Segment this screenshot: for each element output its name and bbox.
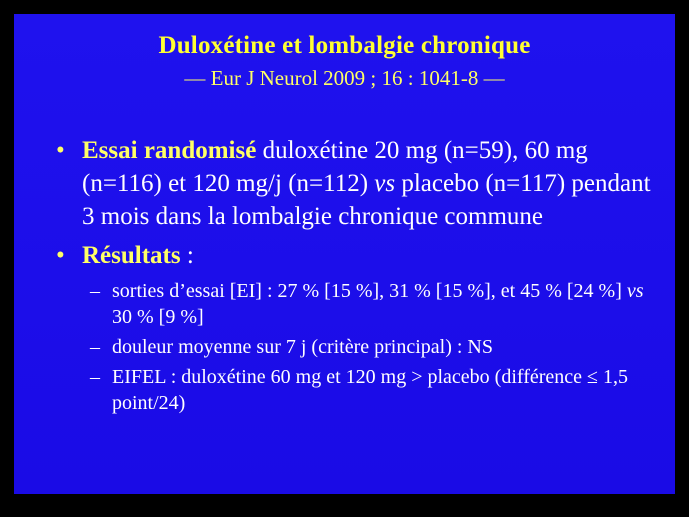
bullet-italic: vs bbox=[374, 170, 396, 197]
sub-text: douleur moyenne sur 7 j (critère principal) : NS bbox=[112, 336, 493, 358]
sub-marker: – bbox=[90, 336, 100, 358]
sub-text-2: 30 % [9 %] bbox=[112, 306, 204, 328]
sub-item-douleur bbox=[56, 334, 656, 360]
sub-text: EIFEL : duloxétine 60 mg et 120 mg > placebo (différence ≤ 1,5 point/24) bbox=[112, 366, 629, 414]
sub-italic: vs bbox=[626, 280, 644, 302]
bullet-heading: Essai randomisé bbox=[82, 137, 257, 164]
bullet-marker: • bbox=[56, 137, 65, 164]
slide-subtitle: — Eur J Neurol 2009 ; 16 : 1041-8 — bbox=[184, 66, 505, 90]
sub-text: sorties d’essai [EI] : 27 % [15 %], 31 % [15 %], et 45 % [24 %] bbox=[112, 280, 627, 302]
sub-marker: – bbox=[90, 366, 100, 388]
bullet-text-2: placebo (n=117) pendant 3 mois dans la lombalgie chronique commune bbox=[82, 170, 651, 230]
slide bbox=[14, 14, 675, 494]
bullet-essai bbox=[56, 134, 656, 233]
sub-item-sorties bbox=[56, 278, 656, 330]
slide-title: Duloxétine et lombalgie chronique bbox=[158, 32, 531, 59]
bullet-text: : bbox=[180, 242, 194, 269]
sub-item-eifel bbox=[56, 364, 656, 416]
bullet-heading: Résultats bbox=[82, 242, 181, 269]
bullet-marker: • bbox=[56, 242, 65, 269]
bullet-text: duloxétine 20 mg (n=59), 60 mg (n=116) et 120 mg/j (n=112) bbox=[82, 137, 588, 197]
sub-marker: – bbox=[90, 280, 100, 302]
slide-content bbox=[56, 134, 656, 416]
bullet-resultats bbox=[56, 239, 656, 272]
